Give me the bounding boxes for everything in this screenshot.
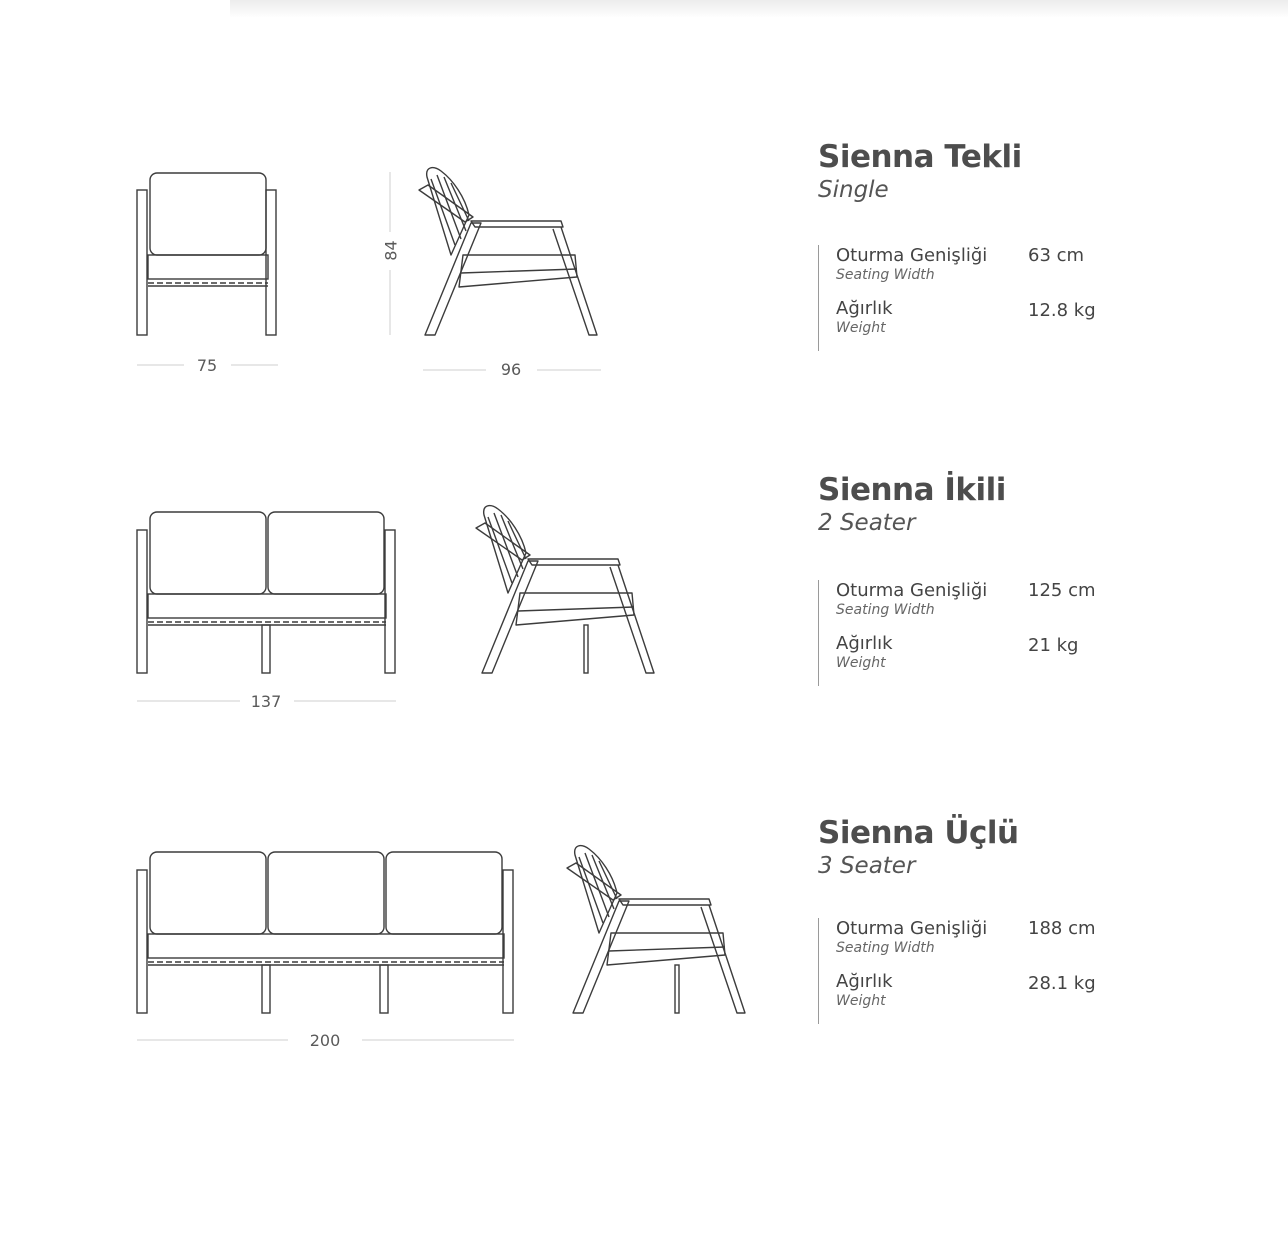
two-seater-front-view [137,512,395,673]
spec-seating-width [836,580,1236,633]
spec-label: Ağırlık [836,633,893,654]
product-subtitle: 3 Seater [818,853,916,879]
product-subtitle: 2 Seater [818,510,916,536]
spec-list [818,245,1236,351]
spec-label: Ağırlık [836,298,893,319]
spec-value: 125 cm [1028,580,1096,601]
spec-list [818,918,1236,1024]
product-title: Sienna Üçlü [818,815,1019,851]
spec-weight [836,971,1236,1024]
three-seater-width-dimension: 200 [309,1031,341,1050]
spec-seating-width [836,918,1236,971]
spec-value: 188 cm [1028,918,1096,939]
spec-label: Oturma Genişliği [836,918,988,939]
spec-sublabel: Seating Width [836,267,935,283]
spec-list [818,580,1236,686]
spec-weight [836,298,1236,351]
spec-sublabel: Weight [836,993,886,1009]
three-seater-side-view [567,846,745,1013]
spec-sublabel: Weight [836,320,886,336]
spec-sublabel: Weight [836,655,886,671]
spec-value: 63 cm [1028,245,1085,266]
product-two-seater [818,472,1258,671]
product-subtitle: Single [818,177,889,203]
spec-value: 12.8 kg [1028,300,1096,321]
two-seater-width-dimension: 137 [250,692,282,711]
single-depth-dimension: 96 [500,360,522,379]
single-width-dimension: 75 [196,356,218,375]
single-side-view [419,168,597,335]
two-seater-side-view [476,506,654,673]
spec-seating-width [836,245,1236,298]
spec-label: Oturma Genişliği [836,580,988,601]
single-front-view [137,173,276,335]
three-seater-front-view [137,852,513,1013]
product-title: Sienna Tekli [818,139,1022,175]
spec-label: Ağırlık [836,971,893,992]
product-three-seater [818,815,1258,1009]
spec-label: Oturma Genişliği [836,245,988,266]
spec-weight [836,633,1236,686]
spec-value: 21 kg [1028,635,1079,656]
spec-value: 28.1 kg [1028,973,1096,994]
single-height-dimension: 84 [381,240,401,261]
product-single [818,139,1258,336]
product-title: Sienna İkili [818,472,1006,508]
spec-sublabel: Seating Width [836,940,935,956]
spec-sublabel: Seating Width [836,602,935,618]
